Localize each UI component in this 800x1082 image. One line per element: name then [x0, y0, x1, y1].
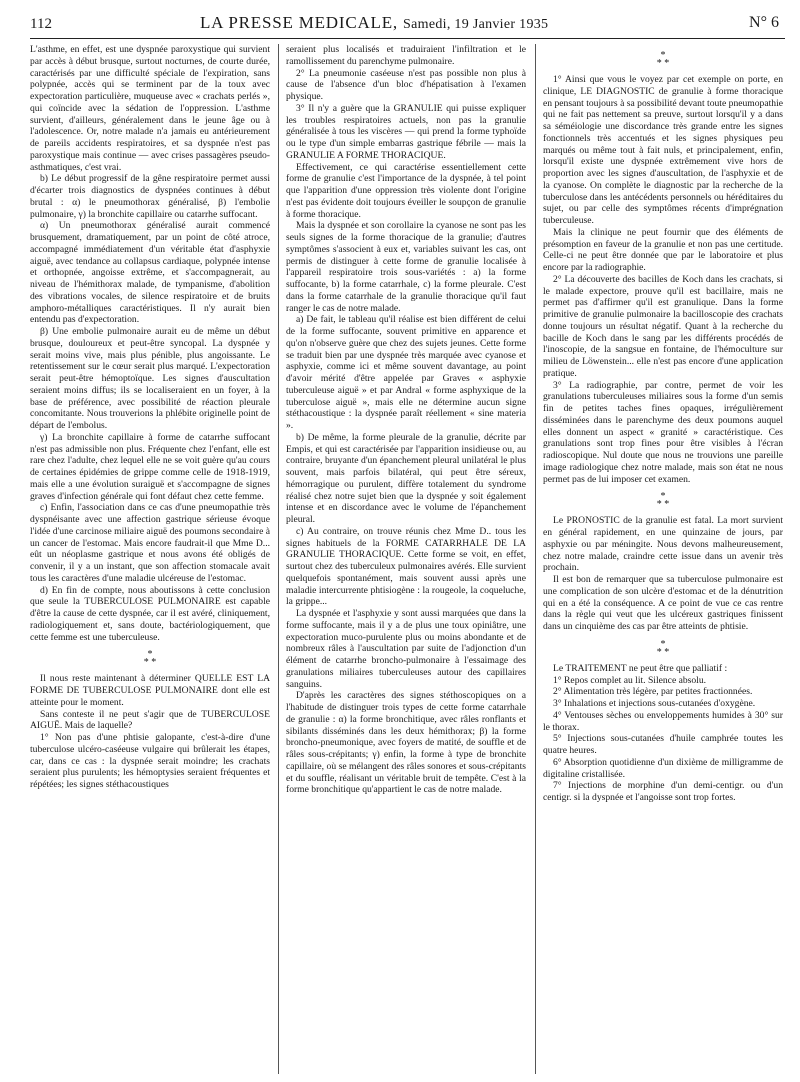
paragraph: La dyspnée et l'asphyxie y sont aussi marquées que dans la forme suffocante, mais il y a de plus une toux opiniâtre, une expectoration muco-purulente plus ou moins abondante et de nombreux râles à l'auscultation par suite de l'adjonction d'un élément de catarrhe broncho-pulmonaire à l'essaimage des granulations miliaires tuberculeuses autour des capillaires sanguins.: [286, 608, 526, 690]
paragraph: Le TRAITEMENT ne peut être que palliatif :: [553, 662, 728, 674]
column-divider: [278, 44, 279, 1074]
paragraph: 2° La pneumonie caséeuse n'est pas possible non plus à cause de l'absence d'un bloc d'hépatisation à l'examen physique.: [286, 67, 526, 102]
list-item: 2° Alimentation très légère, par petites fractionnées.: [553, 686, 753, 698]
paragraph: 3° Il n'y a guère que la GRANULIE qui puisse expliquer les troubles respiratoires actuels, non pas la granulie généralisée à tous les viscères — qui prend la forme typhoïde ou le type d'un simple embarras gastrique fébrile — mais la GRANULIE A FORME THORACIQUE.: [286, 102, 526, 161]
section-separator: * * *: [656, 50, 670, 69]
section-separator: * * *: [656, 491, 670, 511]
list-item: 5° Injections sous-cutanées d'huile camphrée toutes les quatre heures.: [543, 733, 783, 756]
issue-number: N° 6: [749, 14, 779, 31]
paragraph: 3° La radiographie, par contre, permet de voir les granulations tuberculeuses miliaires sous la forme d'un semis fin de petites taches fines opaques, irrégulièrement disséminées dans le parenchyme des deux poumons auquel elles donnent un aspect « granité » caractéristique. Ces granulations sont trop fines pour être visibles à l'écran radioscopique. Nul doute que nous ne trouvions une pareille image radiologique chez notre malade, mais son état ne nous permet pas de lui imposer cet examen.: [543, 379, 783, 485]
list-item: 7° Injections de morphine d'un demi-centigr. ou d'un centigr. si la dyspnée et l'angoisse sont trop fortes.: [543, 780, 783, 803]
paragraph: Mais la clinique ne peut fournir que des éléments de présomption en faveur de la granulie et non pas une certitude. Celle-ci ne peut être donnée que par le laboratoire et plus encore par la radiographie.: [543, 226, 783, 273]
paragraph: 2° La découverte des bacilles de Koch dans les crachats, si le malade expectore, prouve qu'il est bacillaire, mais ne permet pas d'affirmer qu'il est granulique. Dans la forme primitive de granulie pulmonaire la bacilloscopie des crachats donne toujours un résultat négatif. Quant à la recherche du bacille de Koch dans le sang par les différents procédés de l'inoscopie, de la sangsue en fontaine, de l'hémoculture sur milieu de Löwenstein... elle n'est pas encore d'une application pratique.: [543, 273, 783, 379]
journal-name: LA PRESSE MEDICALE,: [200, 13, 398, 32]
column-divider: [535, 44, 536, 1074]
paragraph: β) Une embolie pulmonaire aurait eu de même un début brusque, douloureux et peut-être syncopal. La dyspnée y serait moins vive, mais plus pénible, plus angoissante. Le retentissement sur le cœur serait plus marqué. L'expectoration serait peut-être hémoptoïque. Les signes d'auscultation seraient moins diffus; ils se localiseraient en un foyer, à la base de préférence, avec possibilité de réaction pleurale concomitante. Nous trouverions la phlébite originelle point de départ de l'embolus.: [30, 326, 270, 431]
issue-date: Samedi, 19 Janvier 1935: [403, 17, 549, 32]
paragraph: 1° Non pas d'une phtisie galopante, c'est-à-dire d'une tuberculose ulcéro-caséeuse vulgaire qui brûlerait les étapes, car, dans ce cas : la dyspnée serait moindre; les crachats seraient plus purulents; les hémoptysies seraient fréquentes et répétées; les signes stéthacoustiques: [30, 732, 270, 790]
list-item: 4° Ventouses sèches ou enveloppements humides à 30° sur le thorax.: [543, 709, 783, 733]
paragraph: a) De fait, le tableau qu'il réalise est bien différent de celui de la forme suffocante, souvent primitive en apparence et qu'on n'observe guère que chez des sujets jeunes. Cette forme se traduit bien par une dyspnée très marquée avec cyanose et asphyxie, comme ici et même souvent davantage, au point d'avoir mérité d'être appelée par Graves « asphyxie tuberculeuse aiguë » et par Andral « forme asphyxique de la tuberculose aiguë », mais elle ne détermine aucun signe stéthacoustique : la dyspnée paraît réellement « sine materia ».: [286, 314, 526, 431]
journal-title: [200, 13, 548, 33]
paragraph: Effectivement, ce qui caractérise essentiellement cette forme de granulie c'est l'importance de la dyspnée, à tel point que l'apparition d'une oppression très violente dont l'origine n'est pas évidente doit toujours éveiller le soupçon de granulie à forme thoracique.: [286, 161, 526, 220]
page-number: 112: [30, 16, 52, 32]
paragraph: c) Enfin, l'association dans ce cas d'une pneumopathie très dyspnéisante avec une affection gastrique sérieuse évoque l'idée d'une carcinose miliaire aiguë des poumons secondaire à un cancer de l'estomac. Mais encore faudrait-il que Mme D... eût un néoplasme gastrique et nous avons été obligés de convenir, il y a un instant, que son affection stomacale avait tous les caractères d'une maladie ulcéreuse de l'estomac.: [30, 502, 270, 584]
column-3: [543, 44, 783, 1074]
paragraph: α) Un pneumothorax généralisé aurait commencé brusquement, dramatiquement, par un point de côté atroce, accompagné immédiatement d'un véritable état d'asphyxie aiguë, avec tendance au collapsus cardiaque, polypnée intense et orthopnée, angoisse extrême, et s'accompagnerait, au niveau de l'hémithorax malade, de tympanisme, d'abolition des vibrations vocales, de silence respiratoire et de bruits amphoro-métalliques caractéristiques. Il n'y aurait bien entendu pas d'expectoration.: [30, 220, 270, 326]
section-separator: * * *: [656, 638, 670, 658]
paragraph: L'asthme, en effet, est une dyspnée paroxystique qui survient par accès à début brusque, surtout nocturnes, de courte durée, caractérisés par une difficulté spéciale de l'expiration, sans polypnée, accès qui se terminent par de la toux avec expectoration particulière, muqueuse avec « crachats perlés », qui coïncide avec la sédation de l'oppression. L'asthme survient, d'ailleurs, généralement dans le jeune âge ou à l'adolescence. Or, notre malade n'a jamais eu antérieurement de pareils accidents respiratoires, et sa dyspnée n'est pas paroxystique mais continue — avec crises passagères pseudo-asthmatiques, c'est vrai.: [30, 44, 270, 173]
text-columns: [30, 44, 785, 1074]
paragraph: c) Au contraire, on trouve réunis chez Mme D.. tous les signes habituels de la FORME CATARRHALE DE LA GRANULIE THORACIQUE. Cette forme se voit, en effet, surtout chez des tuberculeux pulmonaires avérés. Elle survient quelquefois spontanément, mais souvent aussi après une maladie intercurrente phtisiogène : la rougeole, la coqueluche, la grippe...: [286, 525, 526, 608]
paragraph: b) Le début progressif de la gêne respiratoire permet aussi d'écarter trois diagnostics de dyspnées continues à début brutal : α) le pneumothorax généralisé, β) l'embolie pulmonaire, γ) la bronchite capillaire ou catarrhe suffocant.: [30, 173, 270, 220]
paragraph: Le PRONOSTIC de la granulie est fatal. La mort survient en général rapidement, en une quinzaine de jours, par asphyxie ou par méningite. Nous devons malheureusement, chez notre malade, craindre cette issue dans un avenir très prochain.: [543, 515, 783, 574]
paragraph: Mais la dyspnée et son corollaire la cyanose ne sont pas les seuls signes de la forme thoracique de la granulie; d'autres symptômes s'associent à eux et, variables suivant les cas, ont permis de distinguer à cette forme de granulie localisée à l'appareil respiratoire trois sous-variétés : a) la forme suffocante, b) la forme catarrhale, c) la forme pleurale. C'est dans la forme catarrhale de la granulie thoracique qu'il faut ranger le cas de notre malade.: [286, 220, 526, 314]
newspaper-page: [30, 8, 785, 1076]
paragraph: Il est bon de remarquer que sa tuberculose pulmonaire est une complication de son ulcère d'estomac et de la dénutrition qui en a été la conséquence. A ce point de vue ce cas rentre dans la règle qui veut que les ulcéreux gastriques finissent dans un cinquième des cas par être atteints de phtisie.: [543, 574, 783, 632]
paragraph: γ) La bronchite capillaire à forme de catarrhe suffocant n'est pas admissible non plus. Fréquente chez l'enfant, elle est rare chez l'adulte, chez lequel elle ne se voit guère qu'au cours de certaines épidémies de grippe comme celle de 1918-1919, mais elle a une évolution suraiguë et s'accompagne de signes graves d'infection générale qui font défaut chez cette femme.: [30, 431, 270, 502]
page-header: [30, 8, 785, 39]
paragraph: seraient plus localisés et traduiraient l'infiltration et le ramollissement du parenchyme pulmonaire.: [286, 44, 526, 67]
paragraph: d) En fin de compte, nous aboutissons à cette conclusion que seule la TUBERCULOSE PULMONAIRE est capable d'être la cause de cette dyspnée, car il est avéré, cliniquement, radiologiquement et, sans doute, bactériologiquement, que cette femme est une tuberculeuse.: [30, 584, 270, 643]
paragraph: D'après les caractères des signes stéthoscopiques on a l'habitude de distinguer trois types de cette forme catarrhale de granulie : α) la forme bronchitique, avec râles ronflants et sibilants disséminés dans les deux hémithorax; β) la forme broncho-pneumonique, avec foyers de matité, de souffle et de râles sous-crépitants; γ) enfin, la forme à type de bronchite capillaire, où se mélangent des râles sonores et sous-crépitants et du souffle, réalisant un véritable bruit de tempête. C'est à la forme bronchitique qu'appartient le cas de notre malade.: [286, 690, 526, 796]
list-item: 1° Repos complet au lit. Silence absolu.: [553, 674, 707, 686]
column-1: [30, 44, 270, 1074]
list-item: 6° Absorption quotidienne d'un dixième de milligramme de digitaline cristallisée.: [543, 756, 783, 780]
section-separator: * * *: [143, 649, 157, 669]
list-item: 3° Inhalations et injections sous-cutanées d'oxygène.: [553, 698, 756, 709]
paragraph: 1° Ainsi que vous le voyez par cet exemple on porte, en clinique, LE DIAGNOSTIC de granulie à forme thoracique en pensant toujours à sa possibilité devant toute pneumopathie qui ne fait pas nettement sa preuve, surtout lorsqu'il y a dans sa séméiologie une discordance très grande entre les signes fonctionnels très accentués et les signes physiques peu marqués ou même tout à fait nuls, et principalement, enfin, lorsqu'il existe une dyspnée extrêmement vive hors de proportion avec les signes d'auscultation, de l'asphyxie et de la cyanose. On complète le diagnostic par la recherche de la tuberculose dans les antécédents personnels ou héréditaires du sujet, ou par celle des symptômes récents d'imprégnation tuberculeuse.: [543, 74, 783, 226]
paragraph: Il nous reste maintenant à déterminer QUELLE EST LA FORME DE TUBERCULOSE PULMONAIRE dont elle est atteinte pour le moment.: [30, 673, 270, 708]
column-2: [286, 44, 526, 1074]
paragraph: Sans conteste il ne peut s'agir que de TUBERCULOSE AIGUË. Mais de laquelle?: [30, 708, 270, 732]
paragraph: b) De même, la forme pleurale de la granulie, décrite par Empis, et qui est caractérisée par l'apparition insidieuse ou, au contraire, bruyante d'un épanchement pleural unilatéral le plus souvent, mais parfois bilatéral, qui peut être séreux, hémorragique ou purulent, diffère totalement du syndrome réalisé chez notre sujet bien que la dyspnée y soit également intense et en discordance avec le volume de l'épanchement pleural.: [286, 431, 526, 525]
